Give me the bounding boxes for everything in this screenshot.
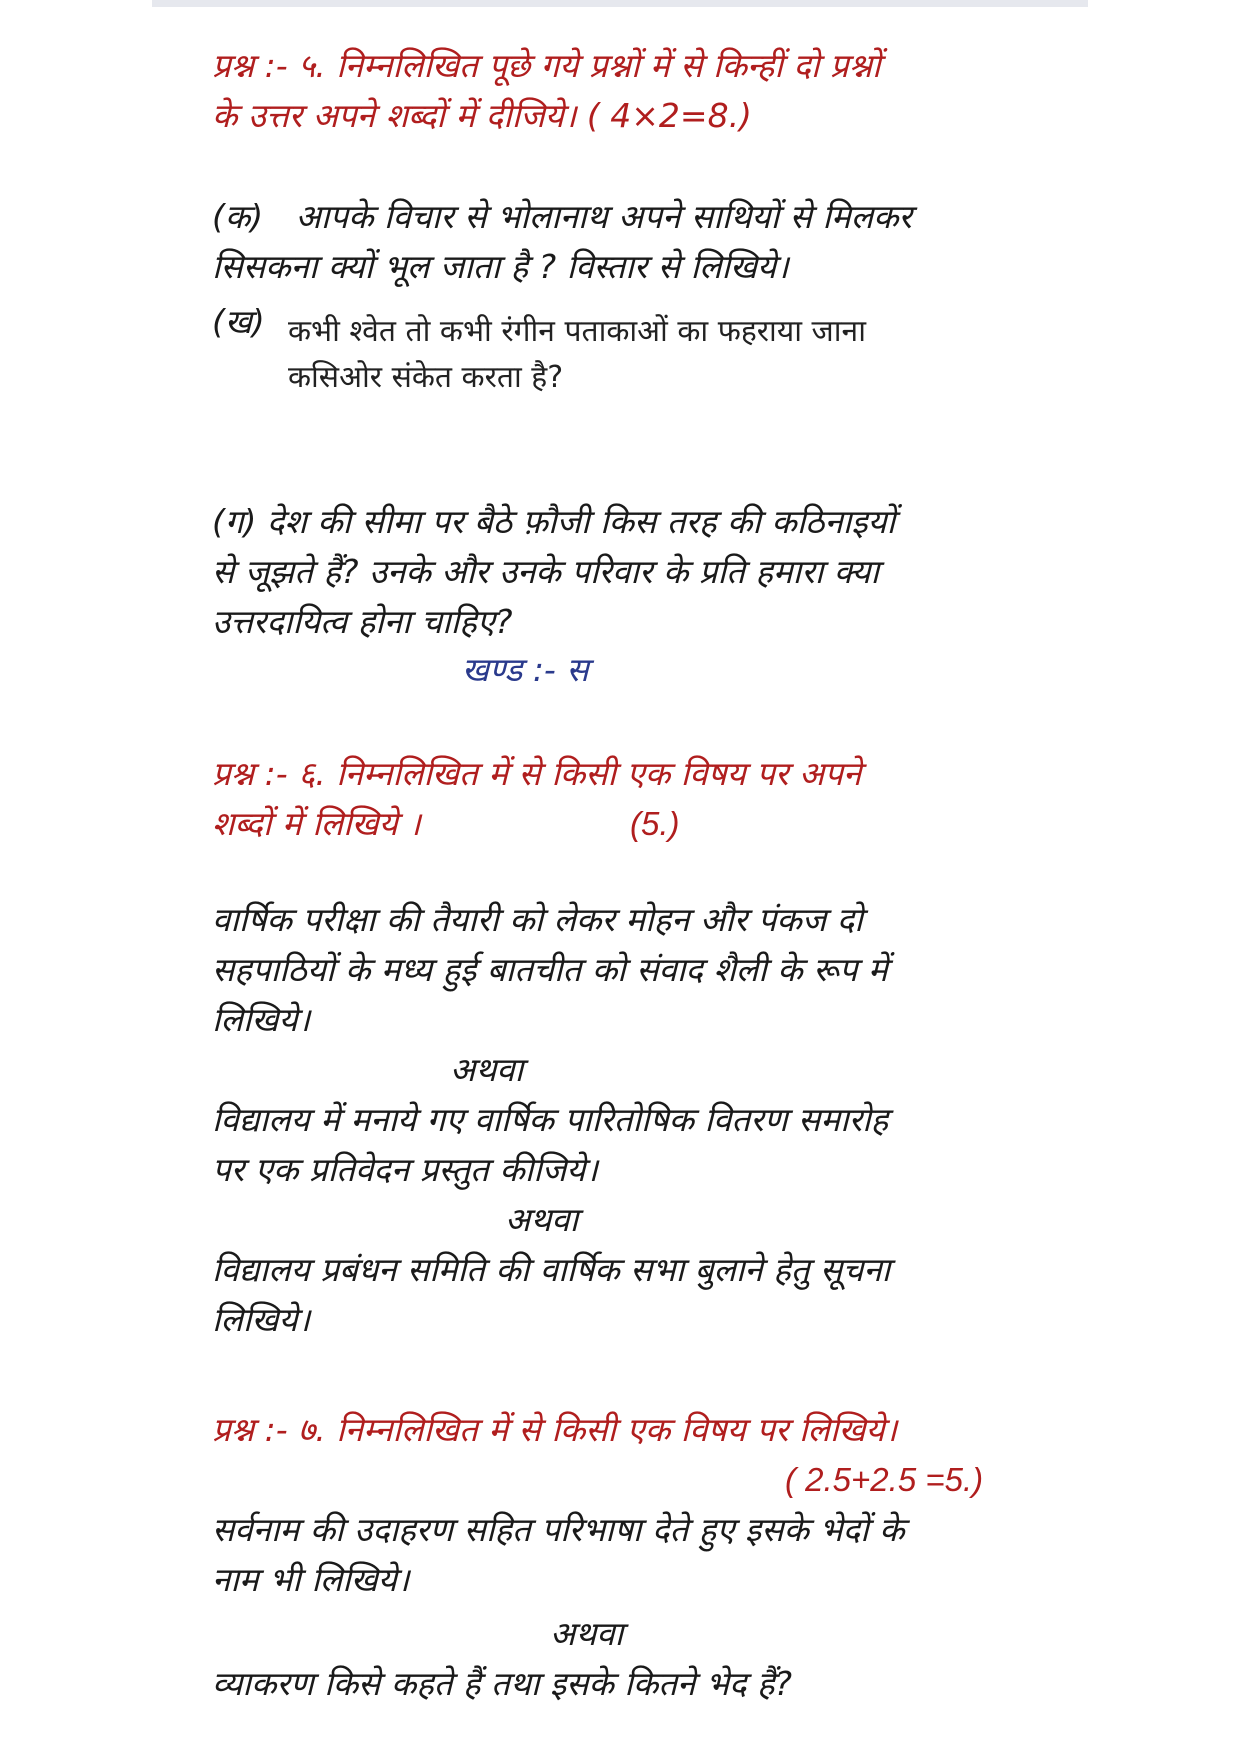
q5-part-ka-label: (क): [212, 197, 264, 236]
q6-option2-line1: विद्यालय में मनाये गए वार्षिक पारितोषिक वितरण समारोह: [212, 1100, 889, 1139]
section-heading: खण्ड :- स: [462, 650, 589, 689]
q5-part-ga-line3: उत्तरदायित्व होना चाहिए?: [212, 602, 513, 641]
q6-option1-line2: सहपाठियों के मध्य हुई बातचीत को संवाद शैली के रूप में: [212, 950, 888, 989]
q7-marks: ( 2.5+2.5 =5.): [785, 1461, 984, 1498]
q6-option3-line2: लिखिये।: [212, 1300, 311, 1339]
q7-heading-line1: प्रश्न :- ७. निम्नलिखित में से किसी एक विषय पर लिखिये।: [212, 1410, 898, 1449]
q6-or-separator-1: अथवा: [450, 1050, 524, 1089]
top-edge-bar: [152, 0, 1088, 7]
q6-option3-line1: विद्यालय प्रबंधन समिति की वार्षिक सभा बुलाने हेतु सूचना: [212, 1250, 891, 1289]
q5-part-ka-line2: सिसकना क्यों भूल जाता है ? विस्तार से लिखिये।: [212, 247, 789, 286]
q6-option1-line1: वार्षिक परीक्षा की तैयारी को लेकर मोहन और पंकज दो: [212, 900, 863, 939]
q5-part-kha-line1: कभी श्वेत तो कभी रंगीन पताकाओं का फहराया जाना: [288, 314, 866, 349]
q5-part-ka-line1: [212, 195, 912, 239]
q7-option1-line2: नाम भी लिखिये।: [212, 1560, 410, 1599]
q5-part-kha-label: (ख): [212, 302, 265, 341]
q5-part-kha-line2: कसिओर संकेत करता है?: [288, 360, 564, 395]
q5-heading-line2: के उत्तर अपने शब्दों में दीजिये। ( 4×2=8.): [212, 96, 752, 135]
q5-part-ka-text: आपके विचार से भोलानाथ अपने साथियों से मिलकर: [295, 197, 912, 236]
q6-heading-line1: प्रश्न :- ६. निम्नलिखित में से किसी एक विषय पर अपने: [212, 754, 862, 793]
q6-or-separator-2: अथवा: [505, 1200, 579, 1239]
q7-option1-line1: सर्वनाम की उदाहरण सहित परिभाषा देते हुए इसके भेदों के: [212, 1510, 905, 1549]
q7-option2-line1: व्याकरण किसे कहते हैं तथा इसके कितने भेद हैं?: [212, 1664, 793, 1703]
q5-part-ga-line2: से जूझते हैं? उनके और उनके परिवार के प्रति हमारा क्या: [212, 552, 880, 591]
q6-marks: (5.): [630, 805, 680, 842]
q6-heading-line2: [212, 802, 680, 846]
q5-part-ga-line1: (ग) देश की सीमा पर बैठे फ़ौजी किस तरह की कठिनाइयों: [212, 502, 896, 541]
q6-option2-line2: पर एक प्रतिवेदन प्रस्तुत कीजिये।: [212, 1150, 598, 1189]
q5-heading-line1: प्रश्न :- ५. निम्नलिखित पूछे गये प्रश्नों में से किन्हीं दो प्रश्नों: [212, 46, 881, 85]
q6-heading-text: शब्दों में लिखिये ।: [212, 804, 421, 843]
q7-or-separator: अथवा: [550, 1614, 624, 1653]
q6-option1-line3: लिखिये।: [212, 1000, 311, 1039]
